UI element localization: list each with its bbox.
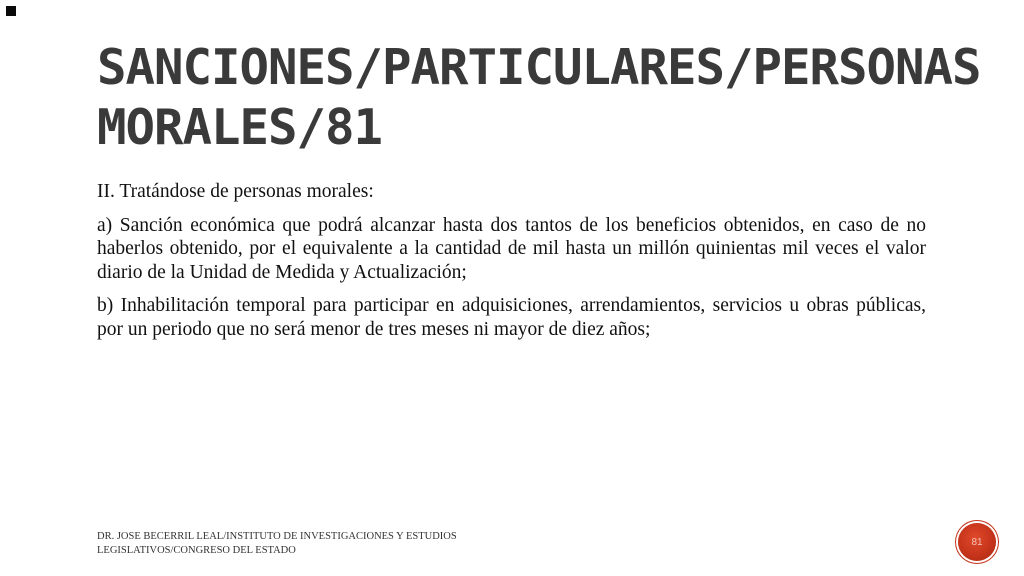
slide-title: SANCIONES/PARTICULARES/PERSONAS MORALES/81: [97, 39, 981, 156]
corner-marker: [6, 6, 16, 16]
page-number-badge: [958, 523, 996, 561]
paragraph-a: a) Sanción económica que podrá alcanzar hasta dos tantos de los beneficios obtenidos, en caso de no haberlos obtenido, por el equivalente a la cantidad de mil hasta un millón quinientas mil veces el valor diario de la Unidad de Medida y Actualización;: [97, 214, 926, 283]
paragraph-intro: II. Tratándose de personas morales:: [97, 181, 374, 202]
slide-footer: DR. JOSE BECERRIL LEAL/INSTITUTO DE INVESTIGACIONES Y ESTUDIOS LEGISLATIVOS/CONGRESO DEL ESTADO: [97, 531, 457, 556]
paragraph-b: b) Inhabilitación temporal para participar en adquisiciones, arrendamientos, servicios u obras públicas, por un periodo que no será menor de tres meses ni mayor de diez años;: [97, 295, 926, 340]
page-number: 81: [971, 536, 983, 548]
slide-body: [97, 180, 926, 351]
